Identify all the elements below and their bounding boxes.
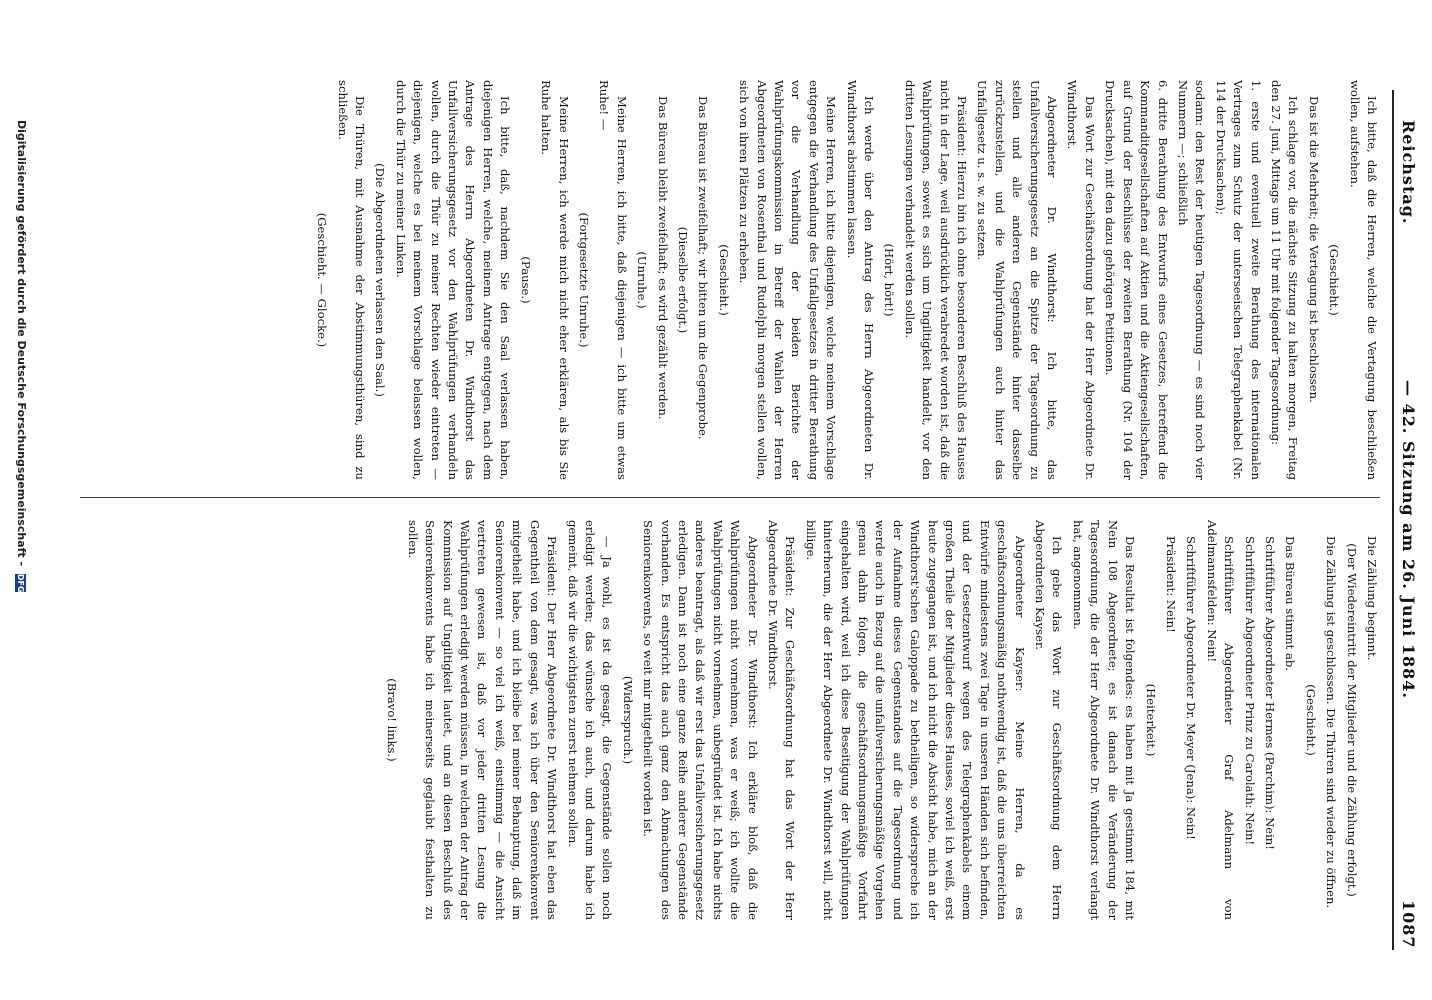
paragraph: Ich schlage vor, die nächste Sitzung zu halten morgen, Freitag den 27. Juni, Mittags um 11 Uhr mit folgender Tagesordnung: bbox=[1268, 80, 1301, 480]
page-number: 1087 bbox=[1399, 900, 1418, 949]
paragraph: 6. dritte Berathung des Entwurfs eines Gesetzes, betreffend die Kommanditgesellschaften auf Aktien und die Aktiengesellschaften, auf Grund der Beschlüsse der zweiten Berathung (Nr. 104 der Drucksachen), mit den dazu gehörigen Petitionen. bbox=[1103, 80, 1170, 480]
header-rule bbox=[1392, 90, 1394, 950]
paragraph: Ich bitte, daß, nachdem Sie den Saal verlassen haben, diejenigen Herren, welche, meinem Antrage entgegen, nach dem Antrage des Herrn Abgeordneten Dr. Windthorst das Unfallversicherungsgesetz vor den Wahlprüfungen verhandeln wollen, durch die Thür zu meiner Rechten wieder eintreten — diejenigen, welche es bei meinem Vorschlage belassen wollen, durch die Thür zu meiner Linken. bbox=[393, 80, 513, 480]
digitization-credit bbox=[15, 120, 28, 592]
paragraph: Präsident: Der Herr Abgeordnete Dr. Windthorst hat eben das Gegentheil von dem gesagt, was ich über den Seniorenkonvent mitgetheilt habe, und ich bleibe bei meiner Behauptung, daß im Seniorenkonvent — so viel ich weiß, einstimmig — die Ansicht vertreten gewesen ist, daß vor jeder dritten Lesung die Wahlprüfungen erledigt werden müssen, in welchen der Antrag der Kommission auf Ungiltigkeit lautet, und an diesen Beschluß des Seniorenkonvents habe ich meinerseits geglaubt festhalten zu sollen. bbox=[405, 520, 560, 920]
dfg-logo: DFG bbox=[16, 573, 26, 593]
paragraph: (Der Wiedereintritt der Mitglieder und die Zählung erfolgt.) bbox=[1344, 543, 1359, 897]
paragraph: — Ja wohl, es ist da gesagt, die Gegenstände sollen noch erledigt werden; das wünsche ich auch, und darum habe ich gemeint, daß wir die wichtigsten zuerst nehmen sollen. bbox=[565, 520, 615, 920]
paragraph: Die Zählung beginnt. bbox=[1365, 536, 1379, 661]
paragraph: Abgeordneter Kayser: Meine Herren, da es geschäftsordnungsmäßig nothwendig ist, daß die uns überreichten Entwürfe mindestens zwei Tage in unseren Händen sich befinden, und der Gesetzentwurf wegen des Telegraphenkabels einem großen Theile der Mitglieder dieses Hauses, soviel ich weiß, erst heute zugegangen ist, und ich nicht die Absicht habe, mich an der Windthorst'schen Galoppade zu betheiligen, so widerspreche ich der Aufnahme dieses Gegenstandes auf die Tagesordnung und werde auch in Bezug auf die unfallversicherungsmäßige Vorgehen genau dahin folgen, die geschäftsordnungsmäßige Vorfahrt eingehalten wird, weil ich diese Beseitigung der Wahlprüfungen hinterherum, die der Herr Abgeordnete Dr. Windthorst will, nicht billige. bbox=[803, 520, 1027, 920]
paragraph: Schriftführer Abgeordneter Dr. Meyer (Jena): Nein! bbox=[1184, 536, 1199, 840]
paragraph: (Unruhe.) bbox=[635, 251, 650, 309]
paragraph: Abgeordneter Dr. Windthorst: Ich erkläre bloß, daß die Wahlprüfungen nicht vornehmen, was er weiß; ich wollte die Wahlprüfungen nicht vornehmen, unbegründet ist. Ich habe nichts anderes beantragt, als daß wir erst das Unfallversicherungsgesetz erledigen. Dann ist noch eine ganze Reihe anderer Gegenstände vorhanden. Es entspricht das auch ganz den Abmachungen des Seniorenkonvents, so weit mir mitgetheilt worden ist. bbox=[641, 520, 760, 920]
paragraph: (Heiterkeit.) bbox=[1143, 683, 1158, 757]
paragraph: Ich bitte, daß die Herren, welche die Vertagung beschließen wollen, aufstehen. bbox=[1347, 80, 1379, 480]
paragraph: Schriftführer Abgeordneter Prinz zu Carolath: Nein! bbox=[1242, 536, 1257, 846]
paragraph: Die Thüren, mit Ausnahme der Abstimmungsthüren, sind zu schließen. bbox=[335, 80, 368, 480]
paragraph: Präsident: Hierzu bin ich ohne besonderen Beschluß des Hauses nicht in der Lage, weil ausdrücklich verabredet worden ist, daß die Wahlprüfungen, soweit es sich um Ungiltigkeit handelt, vor den dritten Lesungen verhandelt werden sollen. bbox=[902, 80, 970, 480]
left-text-column bbox=[80, 80, 1380, 480]
paragraph: sodann: den Rest der heutigen Tagesordnung — es sind noch vier Nummern —; schließlich bbox=[1175, 80, 1208, 480]
paragraph: Schriftführer Abgeordneter Hermes (Parchim): Nein! bbox=[1262, 536, 1277, 850]
paragraph: Die Zählung ist geschlossen. Die Thüren sind wieder zu öffnen. bbox=[1324, 536, 1339, 909]
paragraph: Ich gebe das Wort zur Geschäftsordnung dem Herrn Abgeordneten Kayser. bbox=[1033, 520, 1065, 920]
digitization-credit-text: Digitalisierung gefördert durch die Deutsche Forschungsgemeinschaft - bbox=[15, 120, 28, 567]
paragraph: (Hört, hört!) bbox=[882, 243, 897, 317]
running-head-session: — 42. Sitzung am 26. Juni 1884. bbox=[1399, 380, 1418, 699]
paragraph: Das Resultat ist folgendes: es haben mit Ja gestimmt 184, mit Nein 108 Abgeordnete; es ist danach die Veränderung der Tagesordnung, die der Herr Abgeordnete Dr. Windthorst verlangt hat, angenommen. bbox=[1070, 520, 1138, 920]
paragraph: (Geschieht.) bbox=[1303, 684, 1318, 756]
paragraph: Meine Herren, ich werde mich nicht eher erklären, als bis Sie Ruhe halten. bbox=[539, 80, 571, 480]
paragraph: Das Wort zur Geschäftsordnung hat der Herr Abgeordnete Dr. Windthorst. bbox=[1065, 80, 1097, 480]
paragraph: (Geschieht. — Glocke.) bbox=[315, 212, 330, 348]
paragraph: Meine Herren, ich bitte, daß diejenigen — ich bitte um etwas Ruhe! — bbox=[597, 80, 629, 480]
paragraph: Das Büreau stimmt ab. bbox=[1283, 536, 1298, 671]
paragraph: (Geschieht.) bbox=[716, 244, 731, 316]
paragraph: (Die Abgeordneten verlassen den Saal.) bbox=[373, 163, 388, 397]
paragraph: Abgeordneter Dr. Windthorst: Ich bitte, das Unfallversicherungsgesetz an die Spitze der Tagesordnung zu stellen und alle anderen Gegenstände hinter dasselbe zurückzustellen, und die Wahlprüfungen auch hinter das Unfallgesetz u. s. w. zu setzen. bbox=[975, 80, 1060, 480]
paragraph: Meine Herren, ich bitte diejenigen, welche meinem Vorschlage entgegen die Verhandlung des Unfallgesetzes in dritter Berathung vor die Verhandlung der beiden Berichte der Wahlprüfungskommission in Betreff der Wahlen der Herren Abgeordneten von Rosenthal und Rudolphi morgen stellen wollen, sich von ihren Plätzen zu erheben. bbox=[737, 80, 839, 480]
right-text-column bbox=[80, 520, 1380, 920]
paragraph: Schriftführer Abgeordneter Graf Adelmann von Adelmannsfelden: Nein! bbox=[1204, 520, 1237, 920]
paragraph: Das Büreau ist zweifelhaft; wir bitten um die Gegenprobe. bbox=[696, 96, 711, 440]
paragraph: (Dieselbe erfolgt.) bbox=[675, 226, 690, 334]
paragraph: Das Büreau bleibt zweifelhaft; es wird gezählt werden. bbox=[655, 96, 670, 420]
paragraph: (Fortgesetzte Unruhe.) bbox=[576, 212, 591, 348]
paragraph: Das ist die Mehrheit; die Vertagung ist beschlossen. bbox=[1306, 96, 1321, 403]
paragraph: (Geschieht.) bbox=[1327, 244, 1342, 316]
paragraph: Ich werde über den Antrag des Herrn Abgeordneten Dr. Windthorst abstimmen lassen. bbox=[844, 80, 877, 480]
paragraph: Präsident: Nein! bbox=[1163, 536, 1178, 633]
running-head-title: Reichstag. bbox=[1399, 120, 1418, 225]
paragraph: (Pause.) bbox=[518, 256, 533, 304]
column-divider bbox=[80, 497, 1380, 498]
paragraph: (Widerspruch.) bbox=[620, 675, 635, 765]
paragraph: (Bravo! links.) bbox=[385, 678, 400, 762]
paragraph: 1. erste und eventuell zweite Berathung des internationalen Vertrages zum Schutz der unterseeischen Telegraphenkabel (Nr. 114 der Drucksachen); bbox=[1213, 80, 1263, 480]
paragraph: Präsident: Zur Geschäftsordnung hat das Wort der Herr Abgeordnete Dr. Windthorst. bbox=[766, 520, 798, 920]
